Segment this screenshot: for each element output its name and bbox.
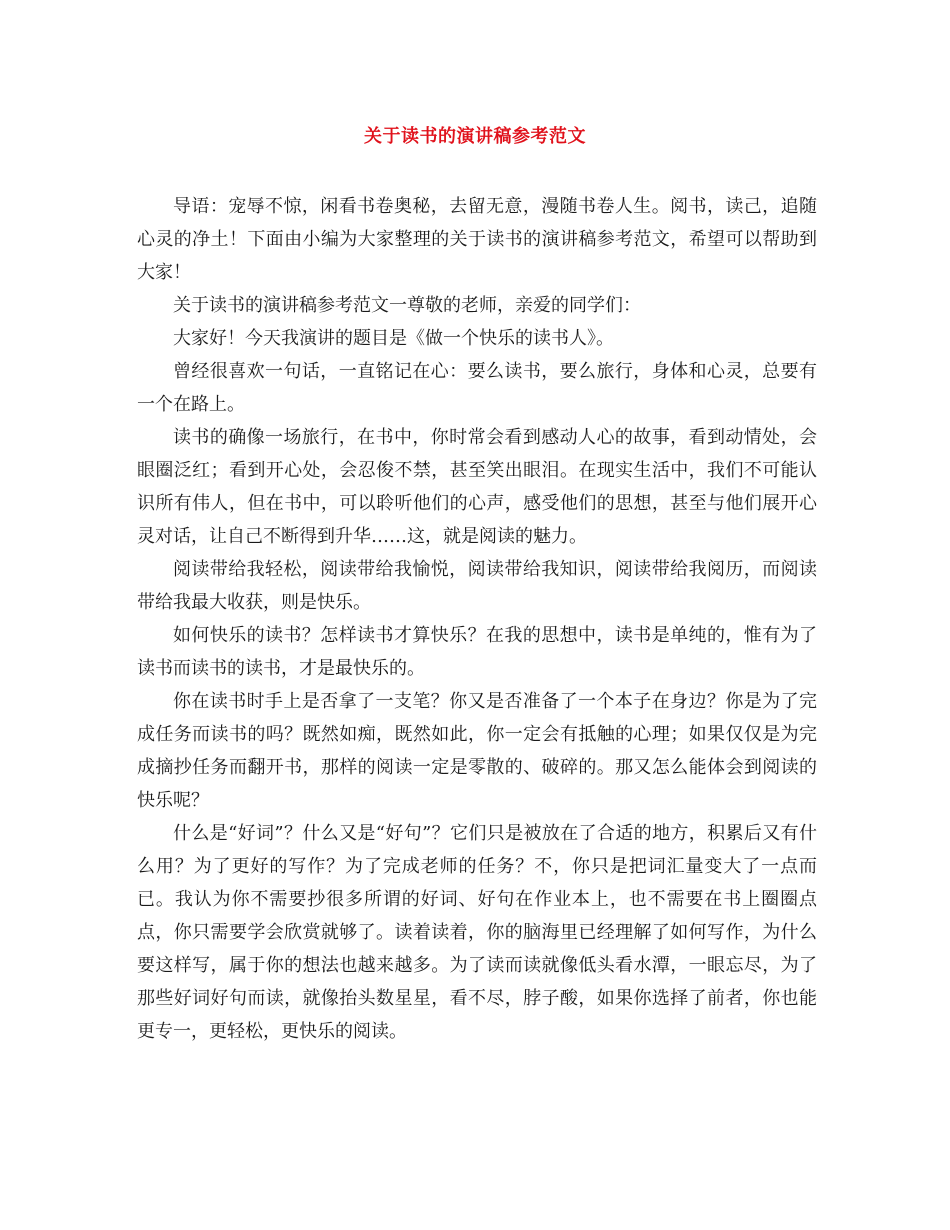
paragraph-how-to-read: 如何快乐的读书？怎样读书才算快乐？在我的思想中，读书是单纯的，惟有为了读书而读书的读书，才是最快乐的。 [137, 625, 817, 679]
paragraph-good-words: 什么是“好词”？什么又是“好句”？它们只是被放在了合适的地方，积累后又有什么用？为了更好的写作？为了完成老师的任务？不，你只是把词汇量变大了一点而已。我认为你不需要抄很多所谓的好词、好句在作业本上，也不需要在书上圈圈点点，你只需要学会欣赏就够了。读着读着，你的脑海里已经理解了如何写作，为什么要这样写，属于你的想法也越来越多。为了读而读就像低头看水潭，一眼忘尽，为了那些好词好句而读，就像抬头数星星，看不尽，脖子酸，如果你选择了前者，你也能更专一，更轻松，更快乐的阅读。 [137, 823, 817, 1042]
document-body [137, 190, 817, 1048]
paragraph-journey: 读书的确像一场旅行，在书中，你时常会看到感动人心的故事，看到动情处，会眼圈泛红；看到开心处，会忍俊不禁，甚至笑出眼泪。在现实生活中，我们不可能认识所有伟人，但在书中，可以聆听他们的心声，感受他们的思想，甚至与他们展开心灵对话，让自己不断得到升华……这，就是阅读的魅力。 [137, 427, 817, 547]
paragraph-greeting: 大家好！今天我演讲的题目是《做一个快乐的读书人》。 [173, 328, 614, 349]
paragraph-pen-notebook: 你在读书时手上是否拿了一支笔？你又是否准备了一个本子在身边？你是为了完成任务而读书的吗？既然如痴，既然如此，你一定会有抵触的心理；如果仅仅是为完成摘抄任务而翻开书，那样的阅读一定是零散的、破碎的。那又怎么能体会到阅读的快乐呢？ [137, 691, 817, 811]
paragraph-salutation: 关于读书的演讲稿参考范文一尊敬的老师，亲爱的同学们： [173, 295, 641, 316]
document-title: 关于读书的演讲稿参考范文 [364, 126, 586, 147]
paragraph-intro: 导语：宠辱不惊，闲看书卷奥秘，去留无意，漫随书卷人生。阅书，读己，追随心灵的净土！下面由小编为大家整理的关于读书的演讲稿参考范文，希望可以帮助到大家！ [137, 196, 817, 283]
paragraph-joy: 阅读带给我轻松，阅读带给我愉悦，阅读带给我知识，阅读带给我阅历，而阅读带给我最大收获，则是快乐。 [137, 559, 817, 613]
paragraph-motto: 曾经很喜欢一句话，一直铭记在心：要么读书，要么旅行，身体和心灵，总要有一个在路上。 [137, 361, 817, 415]
